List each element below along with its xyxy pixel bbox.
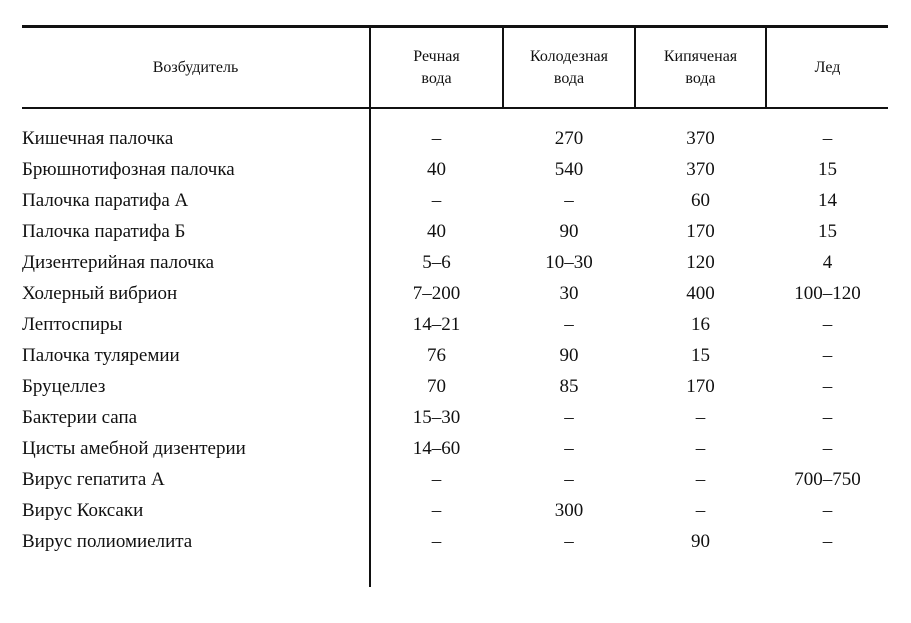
river-water-cell: 40 [427,221,446,242]
river-water-cell: – [431,531,442,552]
ice-cell: – [822,531,833,552]
boiled-water-cell: 400 [686,283,715,304]
header-boiled-water [636,28,765,107]
river-water-cell: 76 [427,345,446,366]
well-water-cell: 85 [559,376,579,397]
ice-cell: – [822,345,833,366]
well-water-cell: 30 [559,283,579,304]
well-water-cell: – [564,469,574,490]
header-line: Речная [413,47,460,65]
well-water-cell: – [564,407,574,428]
boiled-water-cell: 120 [686,252,715,273]
river-water-cell: 14–21 [412,314,461,335]
ice-cell: – [822,376,833,397]
boiled-water-cell: 90 [691,531,710,552]
table-row [0,154,911,185]
header-line: Колодезная [530,47,608,65]
river-water-cell: 7–200 [412,283,461,304]
table-row [0,123,911,154]
pathogen-cell: Вирус гепатита А [22,469,165,490]
pathogen-cell: Холерный вибрион [22,283,178,304]
river-water-cell: 5–6 [422,252,451,273]
ice-cell: 14 [818,190,837,211]
pathogen-cell: Палочка паратифа А [22,190,189,211]
river-water-cell: – [431,128,442,149]
ice-cell: 700–750 [794,469,861,490]
header-well-water [504,28,634,107]
header-ice [767,28,888,107]
pathogen-cell: Палочка туляремии [22,345,180,366]
header-line: вода [685,69,716,87]
ice-cell: 15 [818,159,837,180]
ice-cell: 15 [818,221,837,242]
pathogen-cell: Вирус полиомиелита [22,531,193,552]
well-water-cell: 300 [554,500,584,521]
table-row [0,340,911,371]
well-water-cell: – [564,314,574,335]
boiled-water-cell: 170 [686,221,715,242]
ice-cell: – [822,407,833,428]
header-line: Возбудитель [152,58,239,76]
ice-cell: 4 [822,252,833,273]
table-row [0,309,911,340]
boiled-water-cell: 60 [691,190,710,211]
well-water-cell: 90 [559,345,579,366]
boiled-water-cell: 370 [686,128,715,149]
header-river-water [371,28,502,107]
pathogen-cell: Бактерии сапа [22,407,138,428]
table-row [0,433,911,464]
table-body [0,123,911,557]
pathogen-cell: Бруцеллез [22,376,106,397]
header-line: вода [553,69,585,87]
boiled-water-cell: – [695,407,706,428]
river-water-cell: – [431,190,442,211]
well-water-cell: – [564,531,574,552]
river-water-cell: 40 [427,159,446,180]
pathogen-cell: Брюшнотифозная палочка [22,159,235,180]
header-line: Лед [814,58,841,76]
pathogen-cell: Вирус Коксаки [22,500,144,521]
pathogen-cell: Кишечная палочка [22,128,174,149]
ice-cell: – [822,500,833,521]
header-line: Кипяченая [663,47,738,65]
well-water-cell: 10–30 [545,252,593,273]
table-row [0,278,911,309]
ice-cell: – [822,438,833,459]
river-water-cell: – [431,500,442,521]
boiled-water-cell: – [695,500,706,521]
pathogen-cell: Дизентерийная палочка [22,252,215,273]
river-water-cell: 70 [427,376,446,397]
boiled-water-cell: 370 [686,159,715,180]
well-water-cell: 540 [554,159,584,180]
river-water-cell: 14–60 [412,438,461,459]
header-line: вода [421,69,452,87]
river-water-cell: – [431,469,442,490]
pathogen-cell: Лептоспиры [22,314,123,335]
table-row [0,216,911,247]
well-water-cell: – [564,438,574,459]
table-row [0,495,911,526]
table-row [0,402,911,433]
header-pathogen [22,28,369,107]
table-row [0,185,911,216]
boiled-water-cell: 16 [691,314,710,335]
boiled-water-cell: 170 [686,376,715,397]
table-row [0,464,911,495]
table-row [0,371,911,402]
well-water-cell: 90 [559,221,579,242]
table-row [0,526,911,557]
ice-cell: – [822,314,833,335]
table-row [0,247,911,278]
boiled-water-cell: 15 [691,345,710,366]
pathogen-cell: Палочка паратифа Б [22,221,186,242]
table-header-rule [22,107,888,109]
ice-cell: – [822,128,833,149]
well-water-cell: – [564,190,574,211]
pathogen-cell: Цисты амебной дизентерии [22,438,246,459]
well-water-cell: 270 [554,128,584,149]
boiled-water-cell: – [695,469,706,490]
boiled-water-cell: – [695,438,706,459]
river-water-cell: 15–30 [412,407,461,428]
ice-cell: 100–120 [794,283,861,304]
